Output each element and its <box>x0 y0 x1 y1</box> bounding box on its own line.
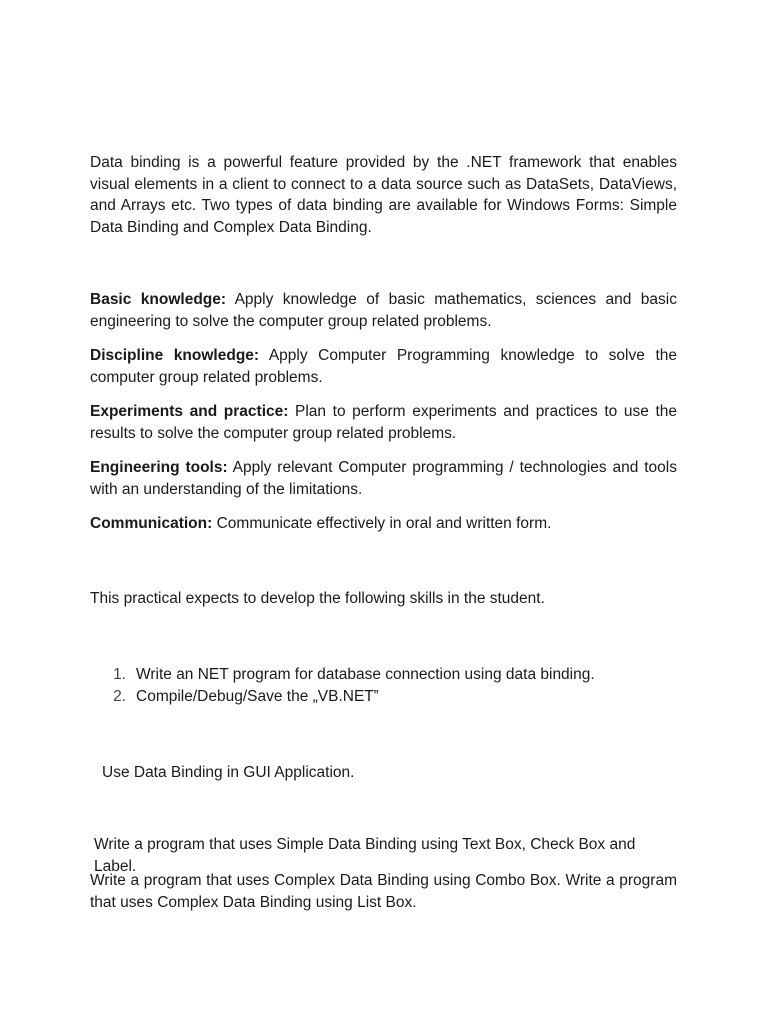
list-text: Compile/Debug/Save the „VB.NET‟ <box>136 687 379 705</box>
outcome-text: Apply knowledge of basic mathematics, sciences and basic engineering to solve the computer group related problems. <box>90 291 677 330</box>
outcomes-section <box>90 289 677 548</box>
aim-text: Use Data Binding in GUI Application. <box>102 764 355 781</box>
intro-paragraph: Data binding is a powerful feature provided by the .NET framework that enables visual elements in a client to connect to a data source such as DataSets, DataViews, and Arrays etc. Two types of data binding are available for Windows Forms: Simple Data Binding and Complex Data Binding. <box>90 154 677 236</box>
outcome-text: Communicate effectively in oral and written form. <box>212 515 552 532</box>
outcome-label: Basic knowledge: <box>90 291 227 308</box>
list-item <box>90 664 595 686</box>
outcome-text: Apply relevant Computer programming / technologies and tools with an understanding of the limitations. <box>90 459 677 498</box>
outcome-basic-knowledge <box>90 289 677 332</box>
list-text: Write an NET program for database connection using data binding. <box>136 666 595 683</box>
outcome-label: Experiments and practice: <box>90 403 289 420</box>
outcome-communication <box>90 513 677 535</box>
skills-intro: This practical expects to develop the following skills in the student. <box>90 590 545 607</box>
list-number: 1. <box>113 666 126 683</box>
outcome-discipline-knowledge <box>90 345 677 388</box>
outcome-experiments-practice <box>90 401 677 444</box>
task-complex-binding: Write a program that uses Complex Data Binding using Combo Box. Write a program that uses Complex Data Binding using List Box. <box>90 872 677 911</box>
outcome-text: Apply Computer Programming knowledge to solve the computer group related problems. <box>90 347 678 386</box>
outcome-text: Plan to perform experiments and practices to use the results to solve the computer group related problems. <box>90 403 677 442</box>
task-simple-binding: Write a program that uses Simple Data Binding using Text Box, Check Box and Label. <box>94 836 636 875</box>
list-item <box>90 686 595 708</box>
outcome-label: Communication: <box>90 515 213 532</box>
outcome-engineering-tools <box>90 457 677 500</box>
outcome-label: Engineering tools: <box>90 459 228 476</box>
outcome-label: Discipline knowledge: <box>90 347 260 364</box>
list-number: 2. <box>113 687 126 705</box>
steps-list <box>90 664 595 707</box>
